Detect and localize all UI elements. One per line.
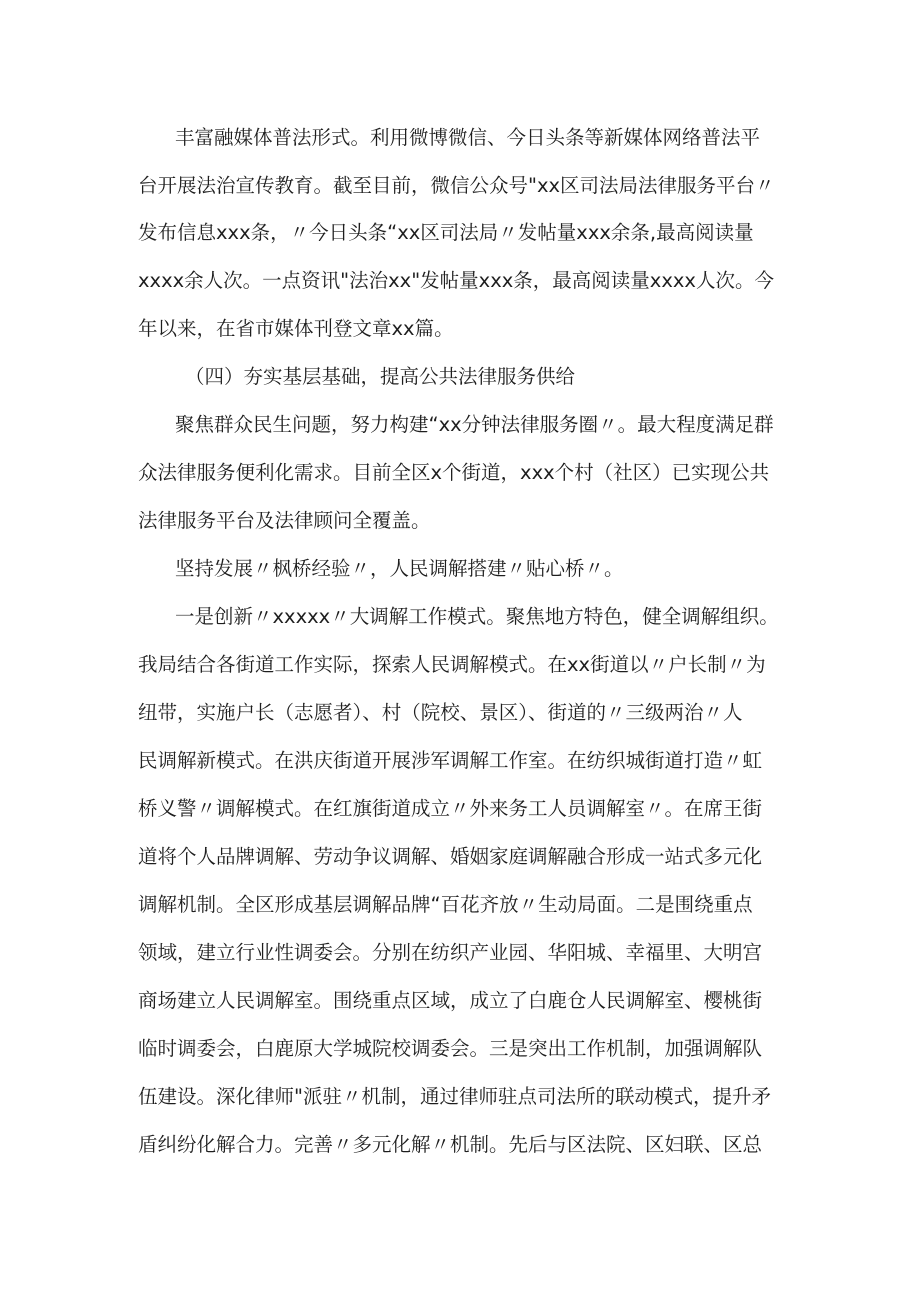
text-line: [0, 986, 920, 1016]
text-line-content: 一是创新〃xxxxx〃大调解工作模式。聚焦地方特色，健全调解组织。: [175, 605, 779, 628]
text-line-content: 坚持发展〃枫桥经验〃，人民调解搭建〃贴心桥〃。: [175, 557, 624, 580]
text-line: [0, 938, 920, 968]
text-line: [0, 746, 920, 776]
text-line-content: 盾纠纷化解合力。完善〃多元化解〃机制。先后与区法院、区妇联、区总: [138, 1133, 763, 1156]
text-line: [0, 410, 920, 440]
text-line: [0, 842, 920, 872]
section-heading-text: （四）夯实基层基础，提高公共法律服务供给: [185, 365, 576, 388]
text-line: [0, 1130, 920, 1160]
text-line-content: 临时调委会，白鹿原大学城院校调委会。三是突出工作机制，加强调解队: [138, 1037, 763, 1060]
text-line-content: xxxx余人次。一点资讯"法治xx"发帖量xxx条，最高阅读量xxxx人次。今: [138, 269, 774, 292]
text-line-content: 商场建立人民调解室。围绕重点区域，成立了白鹿仓人民调解室、樱桃街: [138, 989, 763, 1012]
text-line-content: 我局结合各街道工作实际，探索人民调解模式。在xx街道以〃户长制〃为: [138, 653, 766, 676]
text-line-content: 领域，建立行业性调委会。分别在纺织产业园、华阳城、幸福里、大明宫: [138, 941, 763, 964]
text-line-content: 道将个人品牌调解、劳动争议调解、婚姻家庭调解融合形成一站式多元化: [138, 845, 763, 868]
text-line: [0, 218, 920, 248]
text-line-content: 法律服务平台及法律顾问全覆盖。: [138, 509, 431, 532]
text-line: [0, 266, 920, 296]
text-line: [0, 123, 920, 153]
text-line-content: 年以来，在省市媒体刊登文章xx篇。: [138, 317, 454, 340]
text-line: [0, 1082, 920, 1112]
text-line: [0, 602, 920, 632]
text-line: [0, 794, 920, 824]
text-line: [0, 698, 920, 728]
text-line: [0, 506, 920, 536]
text-line-content: 伍建设。深化律师"派驻〃机制，通过律师驻点司法所的联动模式，提升矛: [138, 1085, 771, 1108]
text-line-content: 桥义警〃调解模式。在红旗街道成立〃外来务工人员调解室〃。在席王街: [138, 797, 763, 820]
text-line: [0, 1034, 920, 1064]
text-line-content: 丰富融媒体普法形式。利用微博微信、今日头条等新媒体网络普法平: [175, 126, 761, 149]
text-line-content: 台开展法治宣传教育。截至目前，微信公众号"xx区司法局法律服务平台〃: [138, 174, 775, 197]
text-line-content: 聚焦群众民生问题，努力构建“xx分钟法律服务圈〃。最大程度满足群: [175, 413, 774, 436]
section-heading: [0, 362, 920, 392]
text-line-content: 众法律服务便利化需求。目前全区x个街道，xxx个村（社区）已实现公共: [138, 461, 770, 484]
text-line: [0, 650, 920, 680]
text-line-content: 调解机制。全区形成基层调解品牌“百花齐放〃生动局面。二是围绕重点: [138, 893, 753, 916]
text-line: [0, 314, 920, 344]
text-line: [0, 458, 920, 488]
text-line: [0, 554, 920, 584]
text-line: [0, 890, 920, 920]
text-line-content: 发布信息xxx条，〃今日头条“xx区司法局〃发帖量xxx余条,最高阅读量: [138, 221, 754, 244]
text-line-content: 纽带，实施户长（志愿者）、村（院校、景区）、街道的〃三级两治〃人: [138, 701, 743, 724]
text-line-content: 民调解新模式。在洪庆街道开展涉军调解工作室。在纺织城街道打造〃虹: [138, 749, 763, 772]
text-line: [0, 171, 920, 201]
